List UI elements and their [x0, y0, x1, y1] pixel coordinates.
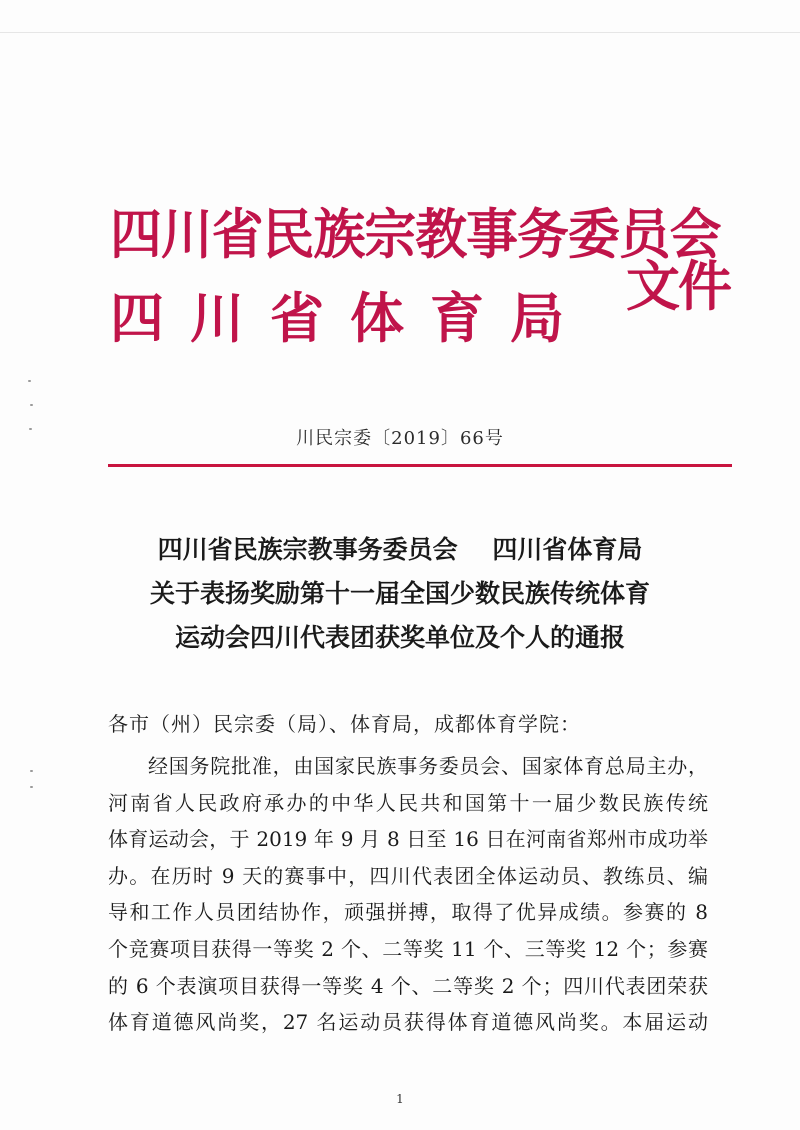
- document-number: 川民宗委〔2019〕66号: [296, 428, 504, 449]
- body-line: 体育运动会，于 2019 年 9 月 8 日至 16 日在河南省郑州市成功举: [108, 827, 708, 852]
- body-line: 导和工作人员团结协作，顽强拼搏，取得了优异成绩。参赛的 8: [108, 900, 708, 925]
- body-line: 的 6 个表演项目获得一等奖 4 个、二等奖 2 个；四川代表团荣获: [108, 973, 708, 998]
- title-line-3: 运动会四川代表团获奖单位及个人的通报: [174, 623, 625, 652]
- scan-speck: [30, 770, 33, 772]
- issuer-name-1: 四川省民族宗教事务委员会: [110, 203, 721, 266]
- scan-speck: [30, 404, 33, 406]
- page-number: 1: [396, 1092, 404, 1106]
- document-title: [100, 528, 700, 660]
- salutation: 各市（州）民宗委（局）、体育局，成都体育学院：: [108, 712, 581, 736]
- body-paragraph: [108, 748, 708, 1041]
- scan-speck: [28, 380, 31, 382]
- body-line: 体育道德风尚奖，27 名运动员获得体育道德风尚奖。本届运动: [108, 1010, 708, 1035]
- body-line: 办。在历时 9 天的赛事中，四川代表团全体运动员、教练员、编: [108, 863, 708, 888]
- title-line-1: 四川省民族宗教事务委员会 四川省体育局: [157, 535, 643, 564]
- title-line-2: 关于表扬奖励第十一届全国少数民族传统体育: [149, 579, 650, 608]
- document-label: 文件: [626, 255, 730, 318]
- body-line: 河南省人民政府承办的中华人民共和国第十一届少数民族传统: [108, 790, 708, 815]
- issuer-name-2: 四川省体育局: [110, 287, 590, 350]
- body-line: 经国务院批准，由国家民族事务委员会、国家体育总局主办，: [148, 754, 708, 778]
- scan-speck: [29, 428, 32, 430]
- body-line: 个竞赛项目获得一等奖 2 个、二等奖 11 个、三等奖 12 个；参赛: [108, 936, 708, 961]
- red-separator-line: [108, 464, 732, 467]
- scan-speck: [30, 786, 33, 788]
- scan-edge-line: [0, 32, 800, 33]
